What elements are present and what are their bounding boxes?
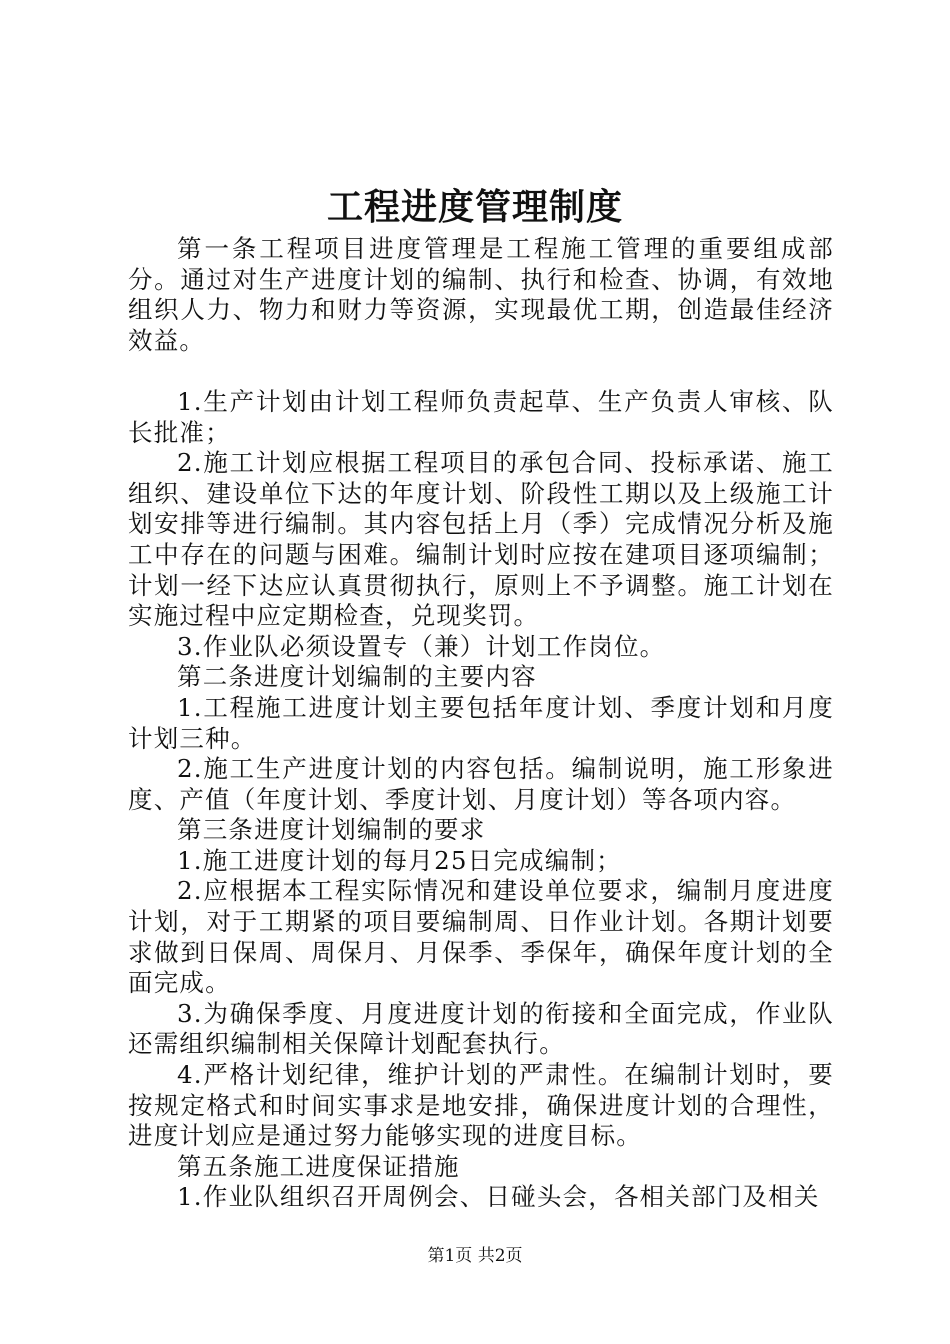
paragraph-item: 1.生产计划由计划工程师负责起草、生产负责人审核、队长批准； (128, 386, 834, 447)
document-title: 工程进度管理制度 (326, 186, 623, 228)
paragraph-item: 3.为确保季度、月度进度计划的衔接和全面完成，作业队还需组织编制相关保障计划配套执行。 (128, 998, 834, 1059)
paragraph-item: 2.施工生产进度计划的内容包括。编制说明，施工形象进度、产值（年度计划、季度计划、月度计划）等各项内容。 (128, 754, 834, 814)
paragraph-item: 4.严格计划纪律，维护计划的严肃性。在编制计划时，要按规定格式和时间实事求是地安排，确保进度计划的合理性，进度计划应是通过努力能够实现的进度目标。 (128, 1060, 834, 1151)
blank-line (128, 356, 834, 387)
page-footer: 第1页 共2页 (427, 1246, 523, 1266)
document-body (128, 234, 834, 1213)
paragraph-item: 2.应根据本工程实际情况和建设单位要求，编制月度进度计划，对于工期紧的项目要编制周、日作业计划。各期计划要求做到日保周、周保月、月保季、季保年，确保年度计划的全面完成。 (128, 876, 834, 998)
paragraph-heading: 第五条施工进度保证措施 (177, 1151, 460, 1181)
paragraph-item: 3.作业队必须设置专（兼）计划工作岗位。 (177, 631, 666, 661)
paragraph-heading: 第三条进度计划编制的要求 (177, 815, 486, 845)
paragraph-item: 2.施工计划应根据工程项目的承包合同、投标承诺、施工组织、建设单位下达的年度计划、阶段性工期以及上级施工计划安排等进行编制。其内容包括上月（季）完成情况分析及施工中存在的问题与困难。编制计划时应按在建项目逐项编制；计划一经下达应认真贯彻执行，原则上不予调整。施工计划在实施过程中应定期检查，兑现奖罚。 (128, 448, 834, 631)
paragraph-item: 1.工程施工进度计划主要包括年度计划、季度计划和月度计划三种。 (128, 692, 834, 753)
paragraph-article-1: 第一条工程项目进度管理是工程施工管理的重要组成部分。通过对生产进度计划的编制、执行和检查、协调，有效地组织人力、物力和财力等资源，实现最优工期，创造最佳经济效益。 (128, 234, 834, 355)
paragraph-item: 1.作业队组织召开周例会、日碰头会，各相关部门及相关 (177, 1182, 820, 1212)
paragraph-item: 1.施工进度计划的每月25日完成编制； (177, 845, 622, 875)
paragraph-heading: 第二条进度计划编制的主要内容 (177, 662, 537, 692)
